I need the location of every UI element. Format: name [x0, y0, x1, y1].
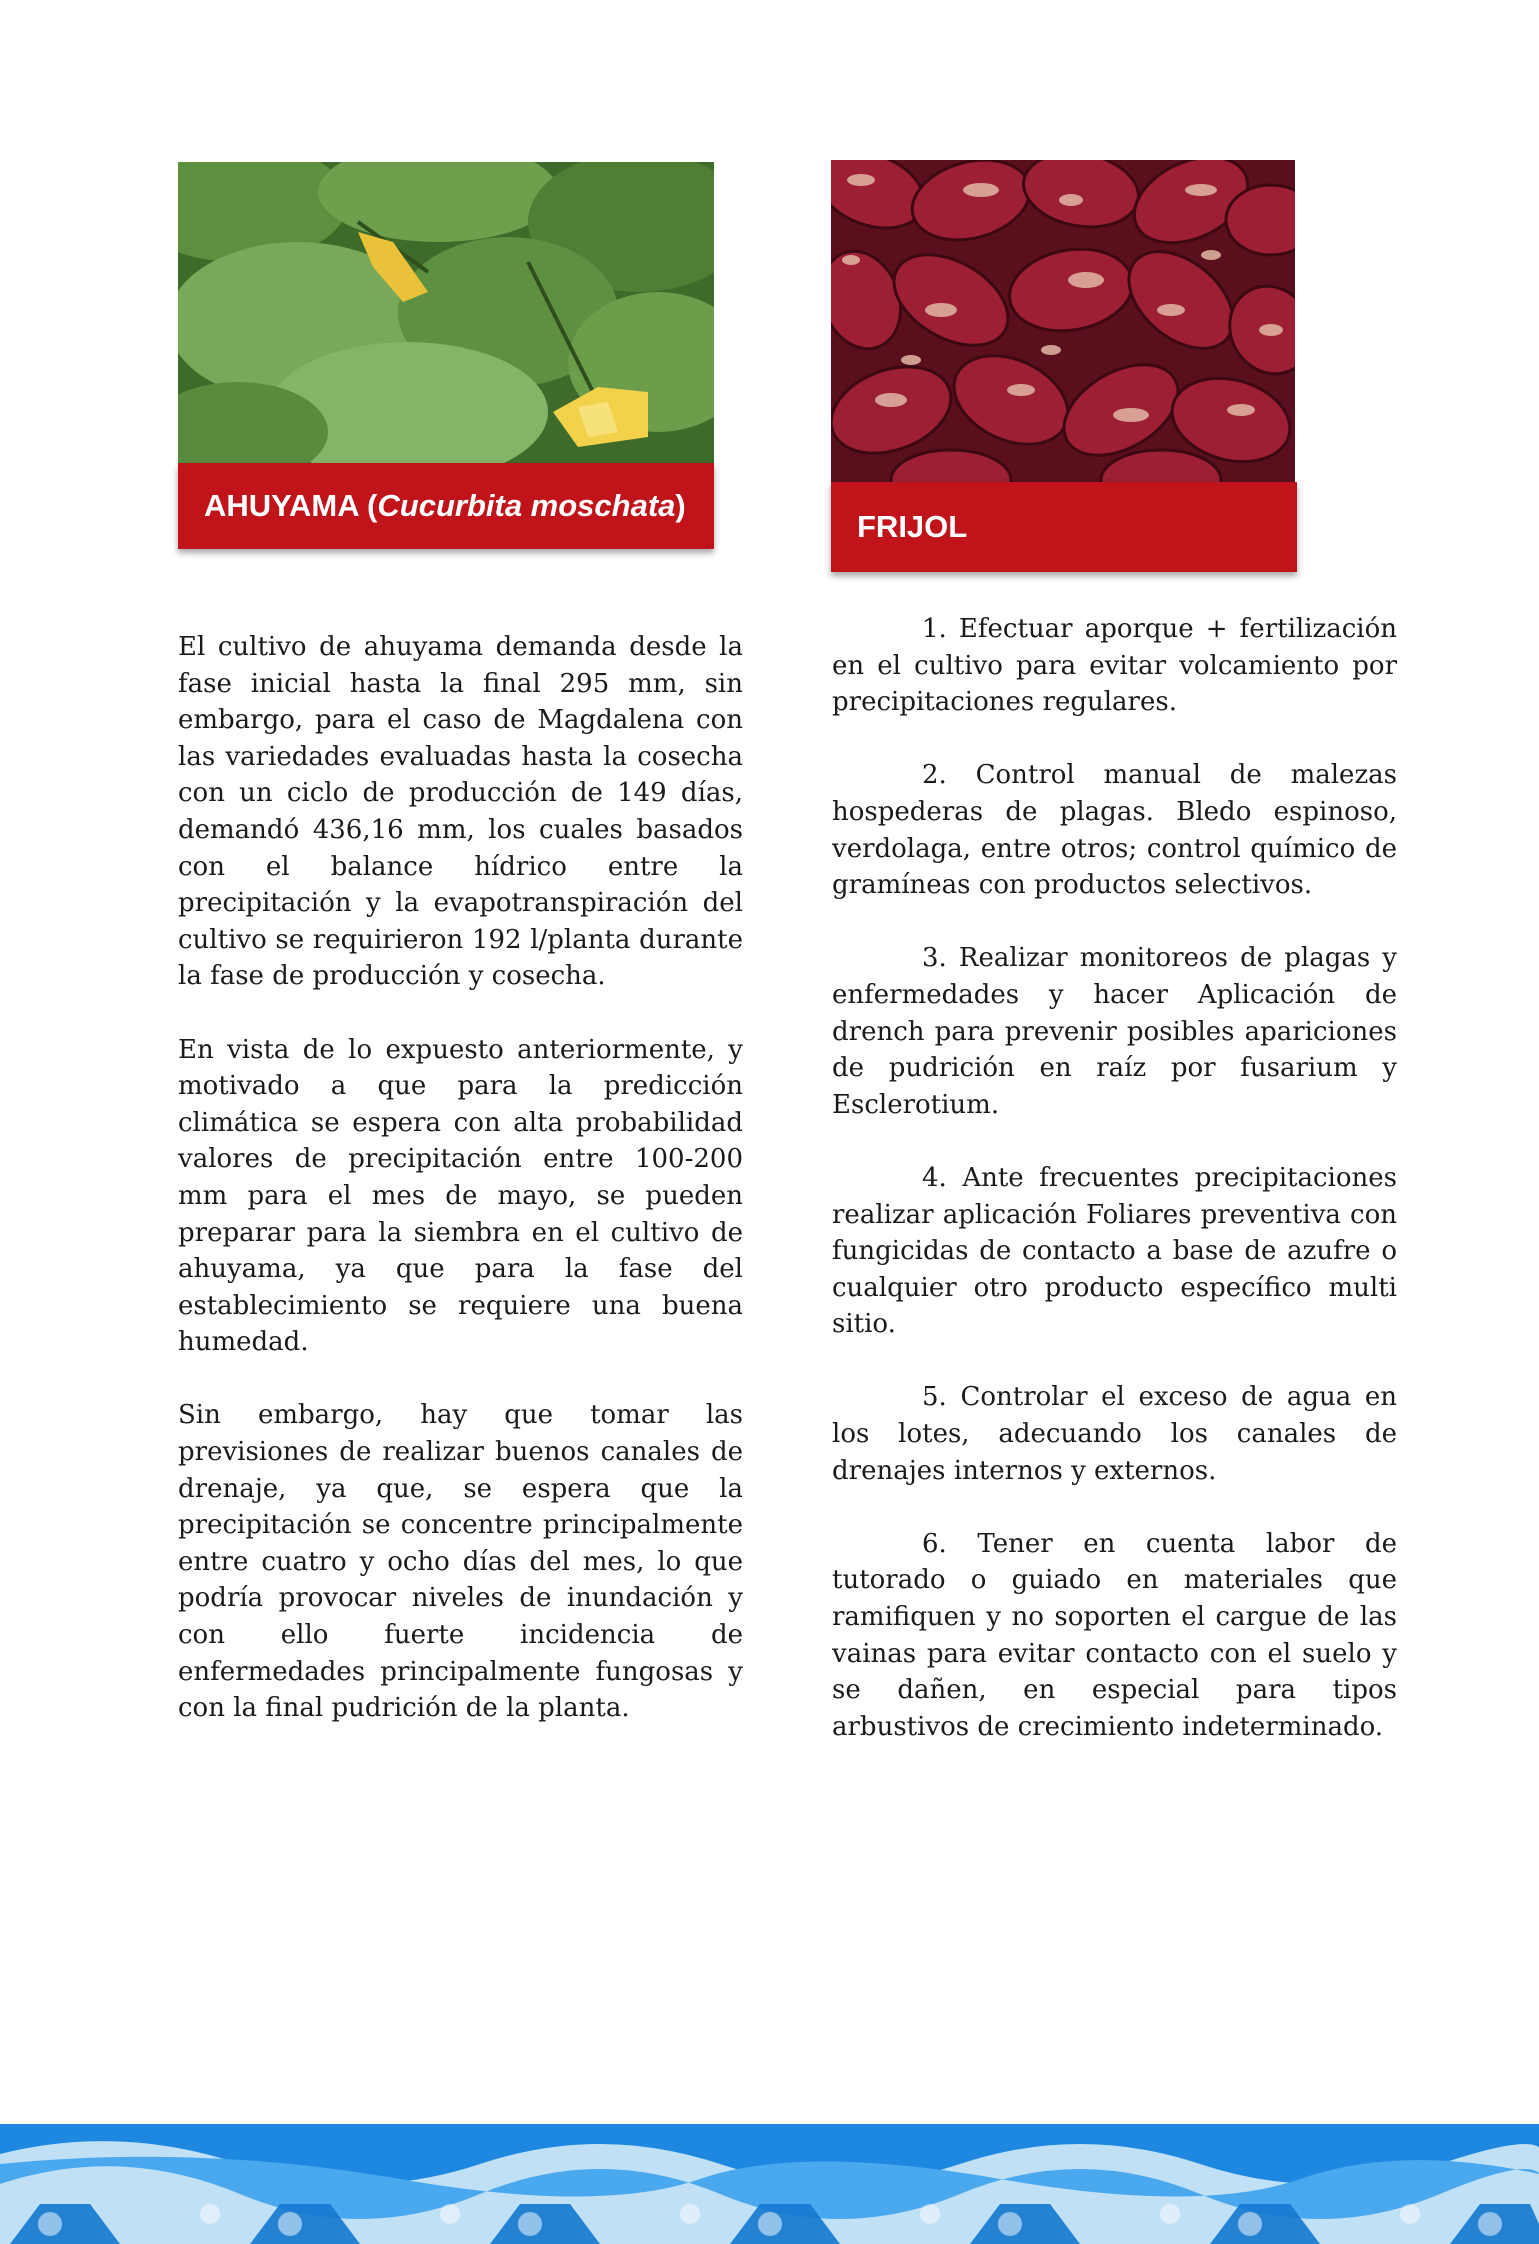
- list-item: 1. Efectuar aporque + fertilización en el cultivo para evitar volcamiento por precipitaciones regulares.: [832, 614, 1397, 718]
- paragraph: El cultivo de ahuyama demanda desde la fase inicial hasta la final 295 mm, sin embargo, para el caso de Magdalena con las variedades evaluadas hasta la cosecha con un ciclo de producción de 149 días, demandó 436,16 mm, los cuales basados con el balance hídrico entre la precipitación y la evapotranspiración del cultivo se requirieron 192 l/planta durante la fase de producción y cosecha.: [178, 632, 743, 992]
- paragraph: Sin embargo, hay que tomar las previsiones de realizar buenos canales de drenaje, ya que, se espera que la precipitación se concentre principalmente entre cuatro y ocho días del mes, lo que podría provocar niveles de inundación y con ello fuerte incidencia de enfermedades principalmente fungosas y con la final pudrición de la planta.: [178, 1400, 743, 1724]
- list-item: 4. Ante frecuentes precipitaciones realizar aplicación Foliares preventiva con fungicidas de contacto a base de azufre o cualquier otro producto específico multi sitio.: [832, 1162, 1397, 1340]
- ahuyama-banner: [178, 463, 714, 549]
- list-item: 6. Tener en cuenta labor de tutorado o guiado en materiales que ramifiquen y no soporten el cargue de las vainas para evitar contacto con el suelo y se dañen, en especial para tipos arbustivos de crecimiento indeterminado.: [832, 1528, 1397, 1742]
- frijol-photo: [831, 160, 1295, 485]
- banner-close-paren: ): [675, 488, 686, 523]
- banner-title: FRIJOL: [857, 509, 968, 544]
- frijol-recommendations: [832, 611, 1397, 1782]
- banner-scientific-name: Cucurbita moschata: [377, 488, 676, 523]
- footer-decoration: [0, 2124, 1539, 2244]
- list-item: 3. Realizar monitoreos de plagas y enfermedades y hacer Aplicación de drench para prevenir posibles apariciones de pudrición en raíz por fusarium y Esclerotium.: [832, 943, 1397, 1120]
- ahuyama-photo: [178, 162, 714, 472]
- paragraph: En vista de lo expuesto anteriormente, y motivado a que para la predicción climática se espera con alta probabilidad valores de precipitación entre 100-200 mm para el mes de mayo, se pueden preparar para la siembra en el cultivo de ahuyama, ya que para la fase del establecimiento se requiere una buena humedad.: [178, 1034, 743, 1358]
- banner-common-name: AHUYAMA (: [204, 488, 378, 523]
- frijol-banner: [831, 482, 1297, 572]
- ahuyama-text: [178, 629, 743, 1763]
- list-item: 5. Controlar el exceso de agua en los lotes, adecuando los canales de drenajes internos y externos.: [832, 1382, 1397, 1486]
- list-item: 2. Control manual de malezas hospederas de plagas. Bledo espinoso, verdolaga, entre otros; control químico de gramíneas con productos selectivos.: [832, 760, 1397, 901]
